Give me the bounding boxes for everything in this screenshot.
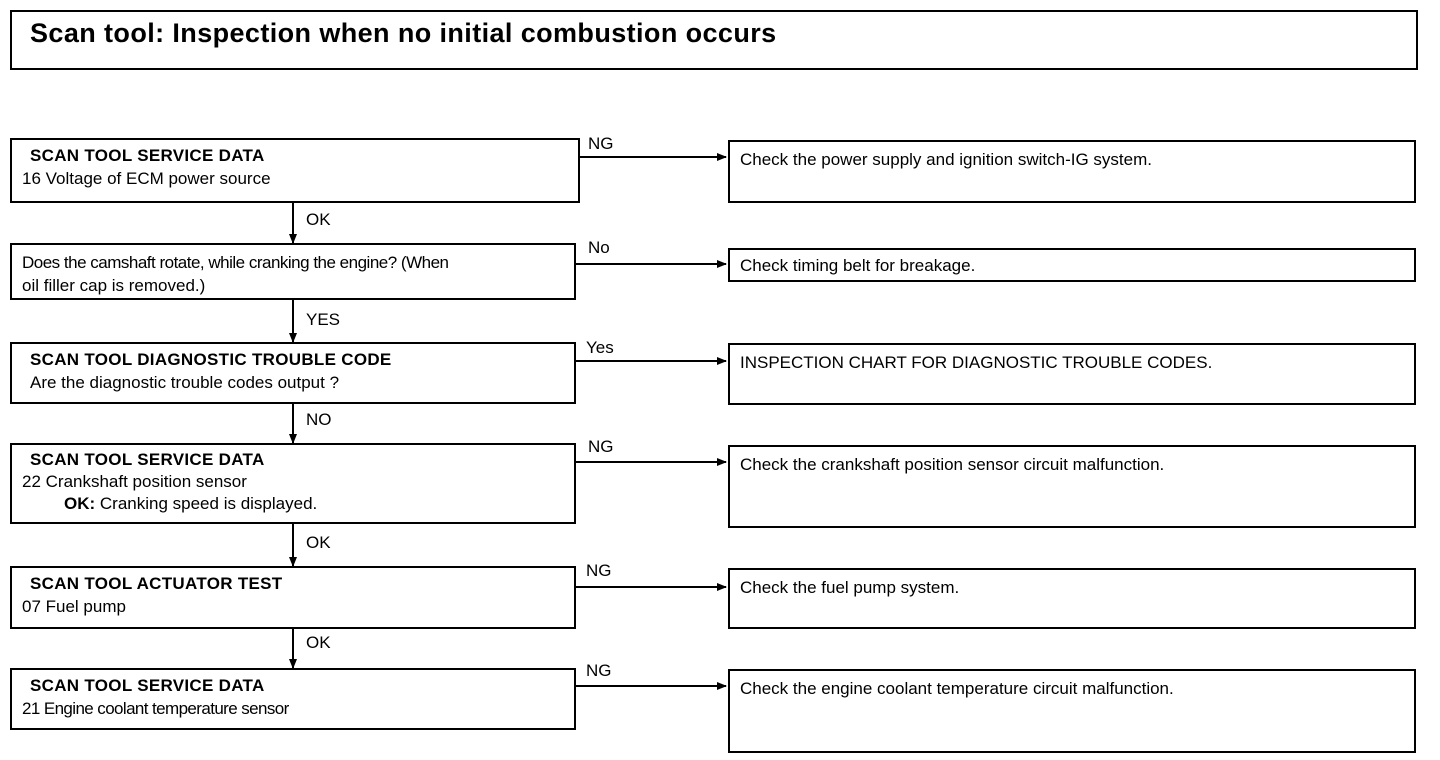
step-4-ok-criterion — [22, 493, 564, 515]
step-4-text: 22 Crankshaft position sensor — [22, 472, 247, 491]
step-5-result: Check the fuel pump system. — [740, 578, 960, 597]
step-6-text: 21 Engine coolant temperature sensor — [22, 699, 289, 718]
step-1-box — [10, 138, 580, 203]
step-5-box — [10, 566, 576, 629]
step-1-text: 16 Voltage of ECM power source — [22, 169, 271, 188]
step-2-text-line2: oil filler cap is removed.) — [22, 276, 206, 295]
page-title: Scan tool: Inspection when no initial combustion occurs — [30, 18, 777, 48]
step-6-result-box — [728, 669, 1416, 753]
step-1-result: Check the power supply and ignition switch-IG system. — [740, 150, 1152, 169]
step-2-box — [10, 243, 576, 300]
step-6-branch-label: NG — [586, 661, 612, 680]
step-4-box — [10, 443, 576, 524]
step-6-heading: SCAN TOOL SERVICE DATA — [30, 676, 265, 695]
step-4-result: Check the crankshaft position sensor circuit malfunction. — [740, 455, 1165, 474]
step-3-result-box — [728, 343, 1416, 405]
step-3-branch-label: Yes — [586, 338, 614, 357]
step-4-heading: SCAN TOOL SERVICE DATA — [30, 450, 265, 469]
step-2-result-box — [728, 248, 1416, 282]
step-6-box — [10, 668, 576, 730]
step-1-heading: SCAN TOOL SERVICE DATA — [30, 146, 265, 165]
step-4-down-label: OK — [306, 533, 331, 552]
step-3-heading: SCAN TOOL DIAGNOSTIC TROUBLE CODE — [30, 350, 392, 369]
step-6-result: Check the engine coolant temperature circuit malfunction. — [740, 679, 1174, 698]
step-3-down-label: NO — [306, 410, 332, 429]
step-1-down-label: OK — [306, 210, 331, 229]
step-2-branch-label: No — [588, 238, 610, 257]
step-3-result: INSPECTION CHART FOR DIAGNOSTIC TROUBLE CODES. — [740, 353, 1213, 372]
step-5-text: 07 Fuel pump — [22, 597, 126, 616]
step-3-box — [10, 342, 576, 404]
step-5-branch-label: NG — [586, 561, 612, 580]
step-4-ok-text: Cranking speed is displayed. — [95, 494, 318, 513]
step-2-result: Check timing belt for breakage. — [740, 256, 976, 275]
step-4-branch-label: NG — [588, 437, 614, 456]
step-1-result-box — [728, 140, 1416, 203]
step-5-heading: SCAN TOOL ACTUATOR TEST — [30, 574, 283, 593]
step-4-ok-label: OK: — [64, 494, 96, 513]
step-1-branch-label: NG — [588, 134, 614, 153]
step-2-text-line1: Does the camshaft rotate, while cranking the engine? (When — [22, 253, 449, 272]
step-3-text: Are the diagnostic trouble codes output ? — [30, 373, 340, 392]
step-5-down-label: OK — [306, 633, 331, 652]
step-5-result-box — [728, 568, 1416, 629]
step-4-result-box — [728, 445, 1416, 528]
step-2-down-label: YES — [306, 310, 341, 329]
